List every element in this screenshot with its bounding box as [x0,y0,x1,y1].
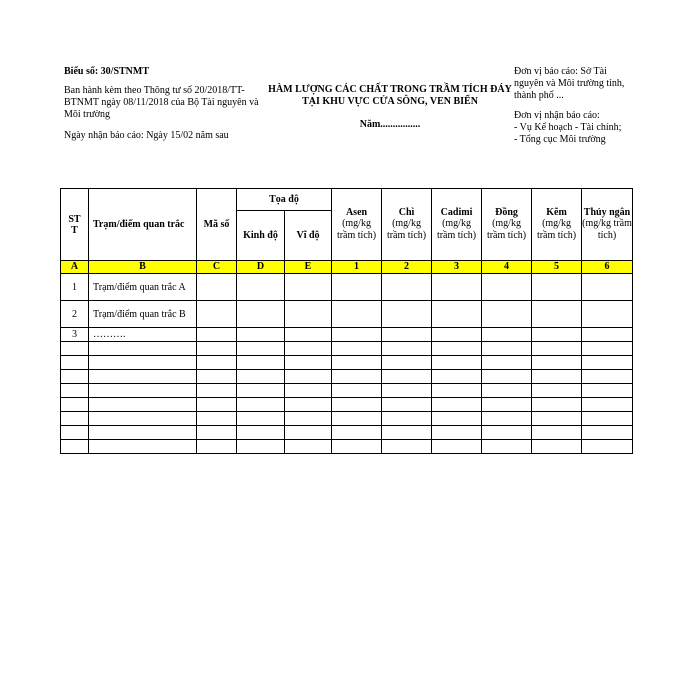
cell [197,370,237,384]
cell [61,440,89,454]
cell [382,412,432,426]
cell [382,370,432,384]
cell [197,440,237,454]
cell [532,398,582,412]
cell [285,328,332,342]
cell [285,342,332,356]
cell [197,398,237,412]
cell [285,301,332,328]
cell [89,412,197,426]
cell [89,370,197,384]
cell [432,384,482,398]
cell [237,426,285,440]
cell [61,356,89,370]
code-cell: 1 [332,261,382,274]
code-cell: 3 [432,261,482,274]
table-body [61,261,633,454]
cell [237,328,285,342]
cell [532,356,582,370]
cell [197,412,237,426]
cell [532,412,582,426]
receiving-unit [514,110,634,146]
header-param-kem [532,189,582,261]
cell [237,384,285,398]
cell [237,370,285,384]
stt-cell: 2 [61,301,89,328]
header-longitude: Kinh độ [237,211,285,261]
cell [582,274,633,301]
cell [432,274,482,301]
cell [482,426,532,440]
code-cell: E [285,261,332,274]
cell [532,301,582,328]
cell [197,274,237,301]
param-unit: (mg/kg trầm tích) [486,218,527,241]
code-cell: D [237,261,285,274]
station-cell: Trạm/điểm quan trắc A [89,274,197,301]
cell [89,440,197,454]
table-row [61,301,633,328]
cell [332,412,382,426]
cell [197,426,237,440]
cell [432,440,482,454]
column-code-row [61,261,633,274]
station-cell: ………. [89,328,197,342]
cell [61,370,89,384]
report-title-line1: HÀM LƯỢNG CÁC CHẤT TRONG TRẦM TÍCH ĐÁY [268,84,512,95]
code-cell: 2 [382,261,432,274]
header-param-cadimi [432,189,482,261]
sediment-table [60,188,633,454]
cell [332,426,382,440]
header-param-chi [382,189,432,261]
code-cell: 4 [482,261,532,274]
cell [332,356,382,370]
header-coordinates: Tọa độ [237,189,332,211]
cell [582,328,633,342]
cell [89,342,197,356]
cell [285,356,332,370]
cell [332,370,382,384]
report-title-line2: TẠI KHU VỰC CỬA SÔNG, VEN BIỂN [302,96,478,107]
cell [61,412,89,426]
cell [532,342,582,356]
cell [332,440,382,454]
cell [382,301,432,328]
cell [532,440,582,454]
cell [332,328,382,342]
cell [582,356,633,370]
cell [382,356,432,370]
param-unit: (mg/kg trầm tích) [582,218,632,241]
cell [285,440,332,454]
cell [237,356,285,370]
station-cell: Trạm/điểm quan trắc B [89,301,197,328]
cell [482,370,532,384]
form-code: Biểu số: 30/STNMT [64,66,150,77]
cell [332,342,382,356]
table-row [61,328,633,342]
cell [582,426,633,440]
cell [89,384,197,398]
cell [61,342,89,356]
cell [61,384,89,398]
code-cell: 6 [582,261,633,274]
cell [197,342,237,356]
cell [382,274,432,301]
cell [382,398,432,412]
cell [532,370,582,384]
receiving-unit-label: Đơn vị nhận báo cáo: [514,110,600,121]
cell [197,301,237,328]
cell [237,440,285,454]
header-latitude: Vĩ độ [285,211,332,261]
cell [61,398,89,412]
cell [432,356,482,370]
cell [237,301,285,328]
header-station: Trạm/điểm quan trắc [89,189,197,261]
cell [432,412,482,426]
param-name: Đồng [495,207,518,218]
received-date-text: Ngày nhận báo cáo: Ngày 15/02 năm sau [64,130,229,141]
cell [432,370,482,384]
cell [197,356,237,370]
cell [332,384,382,398]
code-cell: 5 [532,261,582,274]
issued-by-text: Ban hành kèm theo Thông tư số 20/2018/TT-BTNMT ngày 08/11/2018 của Bộ Tài nguyên và Môi trường [64,85,259,120]
cell [532,274,582,301]
cell [482,342,532,356]
header-param-asen [332,189,382,261]
cell [285,412,332,426]
cell [332,274,382,301]
report-title-block [268,84,512,131]
cell [482,274,532,301]
receiving-unit-item: - Vụ Kế hoạch - Tài chính; [514,122,622,133]
cell [532,426,582,440]
cell [285,398,332,412]
header-stt: STT [61,189,89,261]
cell [432,301,482,328]
cell [582,370,633,384]
cell [89,398,197,412]
cell [482,328,532,342]
stt-cell: 3 [61,328,89,342]
cell [432,426,482,440]
param-name: Kẽm [546,207,567,218]
code-cell: B [89,261,197,274]
param-unit: (mg/kg trầm tích) [386,218,427,241]
cell [382,384,432,398]
cell [482,412,532,426]
cell [237,274,285,301]
cell [285,384,332,398]
table-row [61,370,633,384]
stt-cell: 1 [61,274,89,301]
param-name: Cadimi [440,207,473,218]
table-row [61,398,633,412]
cell [432,328,482,342]
cell [582,398,633,412]
cell [582,301,633,328]
param-name: Asen [345,207,368,218]
cell [582,384,633,398]
header-param-dong [482,189,532,261]
cell [382,440,432,454]
cell [582,342,633,356]
table-row [61,412,633,426]
cell [482,440,532,454]
param-unit: (mg/kg trầm tích) [536,218,577,241]
cell [285,426,332,440]
table-row [61,342,633,356]
cell [197,384,237,398]
cell [61,426,89,440]
cell [582,440,633,454]
cell [482,356,532,370]
cell [237,398,285,412]
cell [532,328,582,342]
cell [532,384,582,398]
cell [482,384,532,398]
cell [432,342,482,356]
param-name: Chì [398,207,415,218]
header-code: Mã số [197,189,237,261]
cell [432,398,482,412]
cell [89,356,197,370]
cell [197,328,237,342]
cell [482,301,532,328]
cell [332,398,382,412]
cell [285,274,332,301]
report-year: Năm................ [359,119,421,130]
table-row [61,426,633,440]
table-row [61,384,633,398]
cell [582,412,633,426]
cell [237,342,285,356]
table-row [61,440,633,454]
param-unit: (mg/kg trầm tích) [336,218,377,241]
cell [382,328,432,342]
cell [382,426,432,440]
cell [237,412,285,426]
receiving-unit-item: - Tổng cục Môi trường [514,134,606,145]
cell [285,370,332,384]
table-row [61,356,633,370]
cell [89,426,197,440]
reporting-unit: Đơn vị báo cáo: Sở Tài nguyên và Môi trường tỉnh, thành phố ... [514,66,625,101]
param-name: Thủy ngân [583,207,631,218]
header-param-thuy-ngan [582,189,633,261]
cell [382,342,432,356]
table-row [61,274,633,301]
param-unit: (mg/kg trầm tích) [436,218,477,241]
cell [332,301,382,328]
code-cell: A [61,261,89,274]
cell [482,398,532,412]
code-cell: C [197,261,237,274]
